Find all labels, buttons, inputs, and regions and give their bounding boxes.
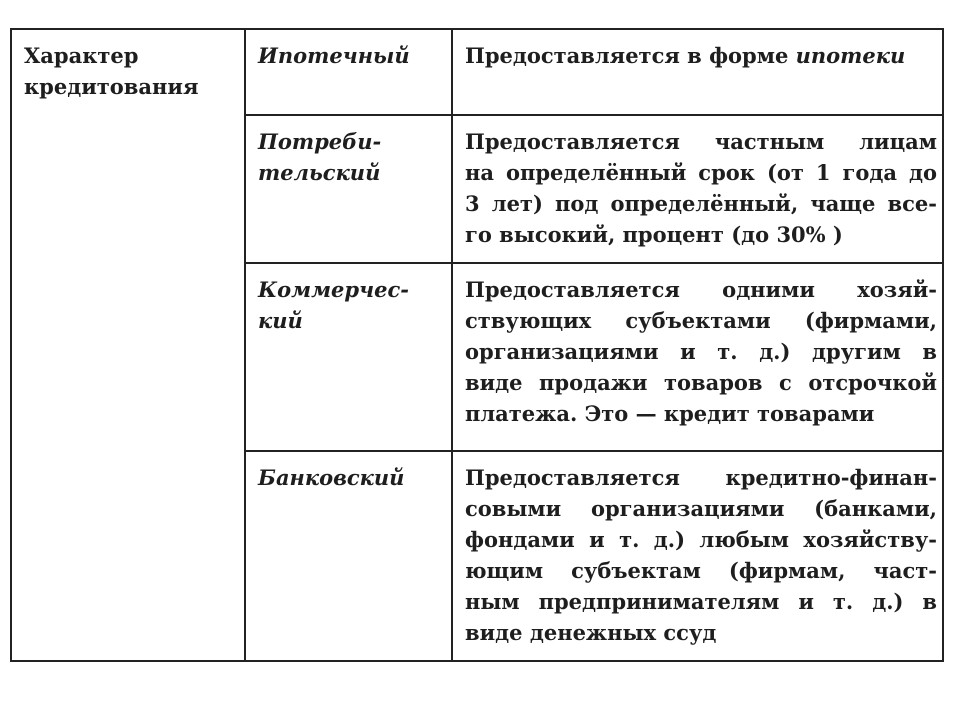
type-label: кий [258,308,303,333]
description-cell-commercial [465,274,937,429]
description-line: на определённый срок (от 1 года до [465,160,937,185]
type-cell-commercial [258,274,433,336]
description-line: виде продажи товаров с отсрочкой [465,370,937,395]
type-cell-consumer [258,126,433,188]
description-line: Предоставляется кредитно-финан- [465,465,937,490]
description-line: Предоставляется частным лицам [465,129,937,154]
description-line: Предоставляется одними хозяй- [465,277,937,302]
description-cell-consumer [465,126,937,250]
description-line: го высокий, процент (до 30% ) [465,222,843,247]
type-label: тельский [258,160,381,185]
category-cell [24,40,239,102]
type-label: Коммерчес- [258,277,409,302]
category-label-line: Характер [24,43,139,68]
category-label-line: кредитования [24,74,199,99]
type-column [246,30,451,660]
description-line: фондами и т. д.) любым хозяйству- [465,527,937,552]
description-text: Предоставляется в форме [465,43,796,68]
description-line: ющим субъектам (фирмам, част- [465,558,937,583]
description-column [453,30,944,660]
description-line: организациями и т. д.) другим в [465,339,937,364]
description-line: ствующих субъектами (фирмами, [465,308,937,333]
description-line: ным предпринимателям и т. д.) в [465,589,937,614]
type-cell-bank [258,462,433,493]
description-italic-text: ипотеки [795,43,906,68]
description-cell-mortgage [465,40,937,71]
type-label: Ипотечный [258,43,410,68]
type-label: Потреби- [258,129,382,154]
type-cell-mortgage [258,40,433,71]
category-column [12,30,244,660]
description-line: виде денежных ссуд [465,620,717,645]
credit-table [10,28,944,662]
type-label: Банковский [258,465,405,490]
description-line [465,40,937,71]
description-line: 3 лет) под определённый, чаще все- [465,191,937,216]
description-line: платежа. Это — кредит товарами [465,401,875,426]
description-line: совыми организациями (банками, [465,496,937,521]
description-cell-bank [465,462,937,648]
